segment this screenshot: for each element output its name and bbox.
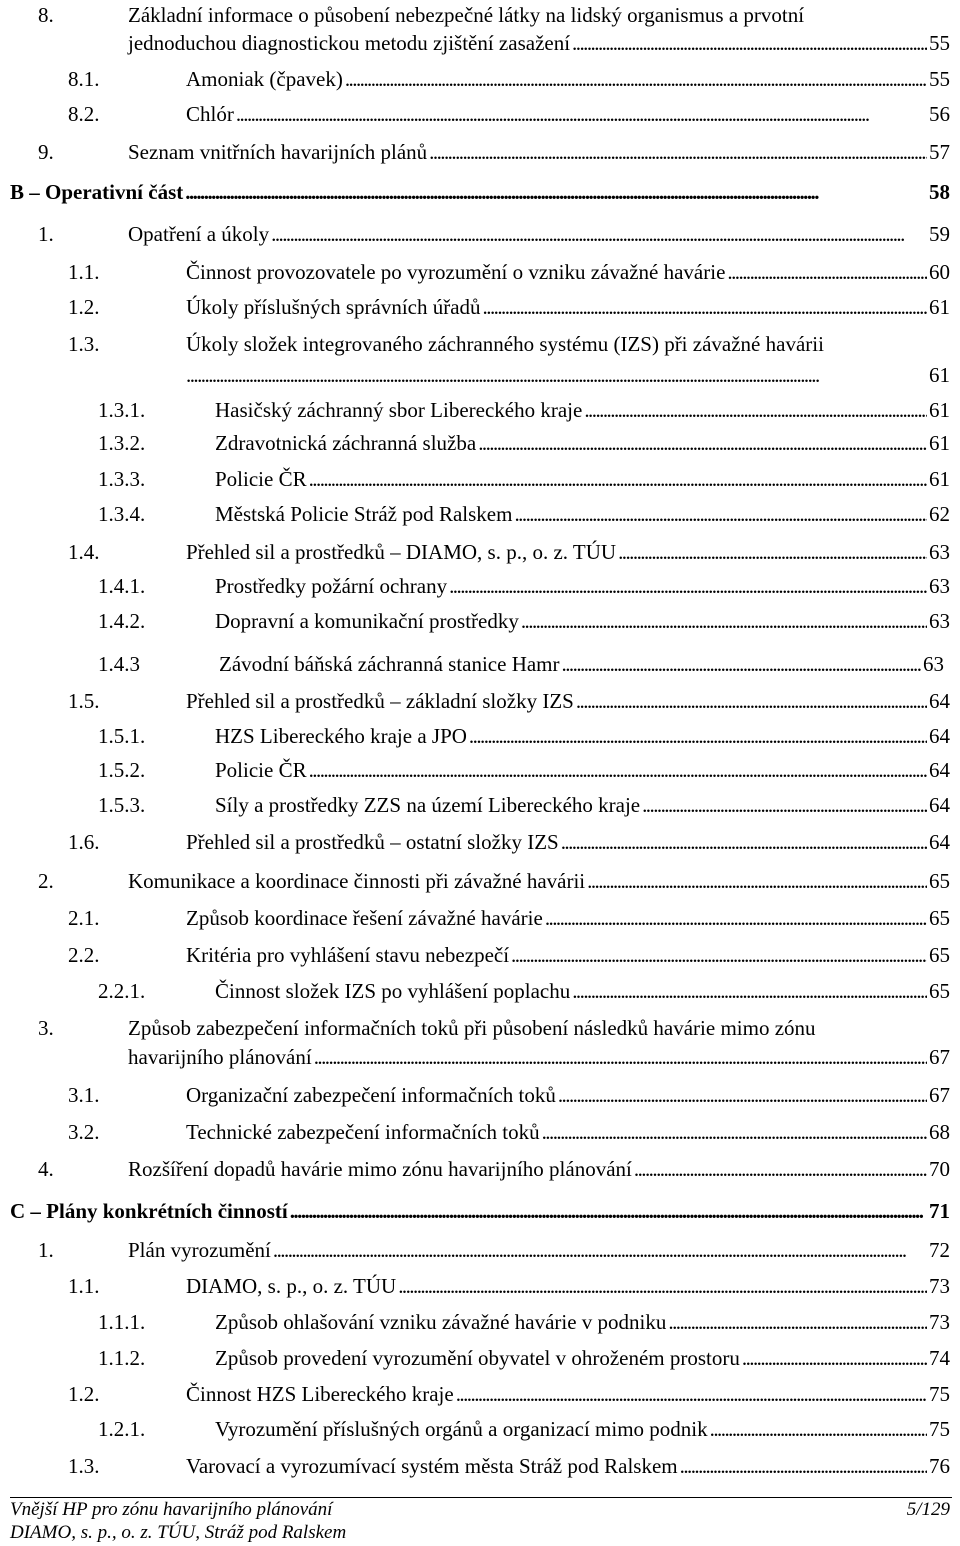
dot-leader: [429, 137, 927, 167]
toc-number: 1.2.1.: [98, 1417, 146, 1441]
toc-number: 1.1.: [68, 1274, 100, 1298]
toc-entry[interactable]: [0, 790, 960, 820]
toc-page: 57: [929, 140, 950, 164]
toc-page: 65: [929, 906, 950, 930]
toc-title: Opatření a úkoly: [128, 222, 270, 246]
toc-entry[interactable]: [0, 649, 960, 679]
toc-title: Úkoly složek integrovaného záchranného systému (IZS) při závažné havárii: [186, 332, 824, 356]
toc-number: 1.1.: [68, 260, 100, 284]
toc-entry[interactable]: [0, 1117, 960, 1147]
toc-title: Způsob zabezpečení informačních toků při působení následků havárie mimo zónu: [128, 1016, 816, 1040]
dot-leader: [558, 1080, 927, 1110]
dot-leader: [545, 903, 927, 933]
dot-leader: [618, 537, 927, 567]
toc-page: 60: [929, 260, 950, 284]
toc-number: 8.: [38, 3, 54, 27]
toc-title: jednoduchou diagnostickou metodu zjištění zasažení: [128, 31, 571, 55]
toc-number: 1.3.4.: [98, 502, 146, 526]
dot-leader: [345, 64, 927, 94]
toc-page: 75: [929, 1417, 950, 1441]
toc-page: 63: [929, 574, 950, 598]
toc-number: 1.3.: [68, 1454, 100, 1478]
toc-number: 1.4.2.: [98, 609, 146, 633]
toc-title: Způsob ohlašování vzniku závažné havárie v podniku: [215, 1310, 667, 1334]
toc-title: Technické zabezpečení informačních toků: [186, 1120, 540, 1144]
toc-page: 64: [929, 793, 950, 817]
toc-number: 1.1.2.: [98, 1346, 146, 1370]
dot-leader: [710, 1414, 927, 1444]
toc-title: havarijního plánování: [128, 1045, 312, 1069]
toc-page: 70: [929, 1157, 950, 1181]
dot-leader: [314, 1042, 927, 1072]
toc-entry[interactable]: [0, 571, 960, 601]
toc-page: 55: [929, 67, 950, 91]
toc-page: 71: [929, 1199, 950, 1223]
toc-title: Síly a prostředky ZZS na území Libereckého kraje: [215, 793, 641, 817]
dot-leader: [290, 1196, 927, 1226]
footer-document-title: Vnější HP pro zónu havarijního plánování: [10, 1499, 333, 1520]
toc-title: Policie ČR: [215, 467, 307, 491]
toc-title: B – Operativní část: [10, 180, 184, 204]
toc-entry[interactable]: [0, 464, 960, 494]
toc-title: Policie ČR: [215, 758, 307, 782]
toc-number: 1.5.1.: [98, 724, 146, 748]
toc-page: 58: [929, 180, 950, 204]
dot-leader: [185, 177, 927, 207]
toc-entry[interactable]: [0, 1080, 960, 1110]
toc-number: 1.1.1.: [98, 1310, 146, 1334]
dot-leader: [456, 1379, 927, 1409]
toc-number: 2.: [38, 869, 54, 893]
toc-title: Amoniak (čpavek): [186, 67, 343, 91]
toc-entry-continued[interactable]: [0, 1042, 960, 1072]
toc-title: HZS Libereckého kraje a JPO: [215, 724, 467, 748]
toc-page: 68: [929, 1120, 950, 1144]
dot-leader: [584, 395, 927, 425]
toc-page: 63: [929, 540, 950, 564]
toc-title: Seznam vnitřních havarijních plánů: [128, 140, 428, 164]
toc-page: 61: [929, 398, 950, 422]
toc-page: 62: [929, 502, 950, 526]
toc-title: Dopravní a komunikační prostředky: [215, 609, 519, 633]
toc-page: 75: [929, 1382, 950, 1406]
toc-number: 3.: [38, 1016, 54, 1040]
toc-title: Zdravotnická záchranná služba: [215, 431, 477, 455]
toc-page: 64: [929, 689, 950, 713]
toc-title: Prostředky požární ochrany: [215, 574, 448, 598]
toc-page: 63: [923, 652, 944, 676]
dot-leader: [742, 1343, 927, 1373]
toc-page: 64: [929, 724, 950, 748]
toc-page: 73: [929, 1274, 950, 1298]
toc-part-heading[interactable]: [0, 177, 960, 207]
toc-page: 65: [929, 943, 950, 967]
toc-page: 64: [929, 758, 950, 782]
toc-title: Úkoly příslušných správních úřadů: [186, 295, 481, 319]
dot-leader: [398, 1271, 927, 1301]
toc-number: 1.3.2.: [98, 431, 146, 455]
toc-page: 61: [929, 363, 950, 387]
toc-page: 67: [929, 1045, 950, 1069]
dot-leader: [727, 257, 927, 287]
dot-leader: [309, 755, 927, 785]
dot-leader: [449, 571, 927, 601]
toc-entry[interactable]: [0, 137, 960, 167]
footer-organization: DIAMO, s. p., o. z. TÚU, Stráž pod Ralskem: [10, 1522, 347, 1543]
toc-number: 1.3.: [68, 332, 100, 356]
toc-number: 1.4.3: [98, 652, 140, 676]
toc-page: 63: [929, 609, 950, 633]
dot-leader: [514, 499, 927, 529]
dot-leader: [561, 827, 927, 857]
toc-entry[interactable]: [0, 903, 960, 933]
toc-title: Způsob koordinace řešení závažné havárie: [186, 906, 543, 930]
toc-entry[interactable]: [0, 292, 960, 322]
toc-entry[interactable]: [0, 329, 960, 359]
toc-entry[interactable]: [0, 1379, 960, 1409]
toc-entry[interactable]: [0, 1154, 960, 1184]
toc-number: 3.2.: [68, 1120, 100, 1144]
toc-title: Chlór: [186, 102, 234, 126]
toc-number: 1.6.: [68, 830, 100, 854]
dot-leader: [236, 99, 927, 129]
toc-entry[interactable]: [0, 1235, 960, 1265]
dot-leader: [271, 219, 927, 249]
toc-part-heading[interactable]: [0, 1196, 960, 1226]
toc-number: 4.: [38, 1157, 54, 1181]
toc-page: 65: [929, 979, 950, 1003]
toc-entry[interactable]: [0, 428, 960, 458]
toc-title: Plán vyrozumění: [128, 1238, 271, 1262]
toc-page: 55: [929, 31, 950, 55]
toc-number: 1.2.: [68, 1382, 100, 1406]
dot-leader: [542, 1117, 927, 1147]
dot-leader: [576, 686, 927, 716]
toc-number: 2.2.1.: [98, 979, 146, 1003]
toc-title: Činnost složek IZS po vyhlášení poplachu: [215, 979, 571, 1003]
toc-number: 1.5.: [68, 689, 100, 713]
toc-entry[interactable]: [0, 606, 960, 636]
toc-entry[interactable]: [0, 1343, 960, 1373]
toc-page: 65: [929, 869, 950, 893]
toc-title: Činnost provozovatele po vyrozumění o vzniku závažné havárie: [186, 260, 726, 284]
dot-leader: [309, 464, 927, 494]
toc-entry[interactable]: [0, 827, 960, 857]
toc-number: 3.1.: [68, 1083, 100, 1107]
toc-page: 72: [929, 1238, 950, 1262]
toc-page: 61: [929, 295, 950, 319]
dot-leader: [562, 649, 921, 679]
toc-title: Rozšíření dopadů havárie mimo zónu havarijního plánování: [128, 1157, 632, 1181]
dot-leader: [511, 940, 927, 970]
toc-page: 64: [929, 830, 950, 854]
dot-leader: [572, 28, 927, 58]
toc-number: 1.5.2.: [98, 758, 146, 782]
toc-title: Přehled sil a prostředků – ostatní složky IZS: [186, 830, 559, 854]
dot-leader: [273, 1235, 927, 1265]
toc-entry[interactable]: [0, 940, 960, 970]
toc-number: 8.1.: [68, 67, 100, 91]
footer-divider: [10, 1497, 952, 1498]
toc-entry[interactable]: [0, 1414, 960, 1444]
toc-title: Organizační zabezpečení informačních toků: [186, 1083, 556, 1107]
toc-title: Hasičský záchranný sbor Libereckého kraje: [215, 398, 583, 422]
dot-leader: [186, 360, 927, 390]
toc-title: C – Plány konkrétních činností: [10, 1199, 288, 1223]
toc-entry[interactable]: [0, 866, 960, 896]
toc-title: Městská Policie Stráž pod Ralskem: [215, 502, 513, 526]
toc-number: 8.2.: [68, 102, 100, 126]
dot-leader: [521, 606, 927, 636]
toc-title: DIAMO, s. p., o. z. TÚU: [186, 1274, 397, 1298]
toc-number: 1.5.3.: [98, 793, 146, 817]
toc-title: Přehled sil a prostředků – DIAMO, s. p., o. z. TÚU: [186, 540, 617, 564]
toc-entry[interactable]: [0, 1013, 960, 1043]
dot-leader: [587, 866, 927, 896]
toc-entry[interactable]: [0, 219, 960, 249]
dot-leader: [478, 428, 927, 458]
toc-entry[interactable]: [0, 395, 960, 425]
dot-leader: [668, 1307, 927, 1337]
toc-title: Základní informace o působení nebezpečné látky na lidský organismus a prvotní: [128, 3, 805, 27]
toc-entry[interactable]: [0, 721, 960, 751]
toc-page: 61: [929, 467, 950, 491]
toc-page: 67: [929, 1083, 950, 1107]
toc-title: Závodní báňská záchranná stanice Hamr: [219, 652, 560, 676]
toc-page: 56: [929, 102, 950, 126]
toc-title: Přehled sil a prostředků – základní složky IZS: [186, 689, 574, 713]
toc-entry[interactable]: [0, 1451, 960, 1481]
toc-entry[interactable]: [0, 537, 960, 567]
toc-number: 2.1.: [68, 906, 100, 930]
toc-title: Vyrozumění příslušných orgánů a organizací mimo podnik: [215, 1417, 708, 1441]
toc-title: Kritéria pro vyhlášení stavu nebezpečí: [186, 943, 510, 967]
toc-entry[interactable]: [0, 1307, 960, 1337]
toc-title: Varovací a vyrozumívací systém města Stráž pod Ralskem: [186, 1454, 678, 1478]
toc-title: Komunikace a koordinace činnosti při závažné havárii: [128, 869, 586, 893]
dot-leader: [642, 790, 927, 820]
toc-title: Způsob provedení vyrozumění obyvatel v ohroženém prostoru: [215, 1346, 740, 1370]
dot-leader: [572, 976, 927, 1006]
toc-number: 1.2.: [68, 295, 100, 319]
toc-page: 59: [929, 222, 950, 246]
dot-leader: [483, 292, 927, 322]
toc-entry[interactable]: [0, 976, 960, 1006]
toc-number: 9.: [38, 140, 54, 164]
toc-entry[interactable]: [0, 755, 960, 785]
toc-title: Činnost HZS Libereckého kraje: [186, 1382, 454, 1406]
dot-leader: [680, 1451, 927, 1481]
toc-entry-continued[interactable]: [0, 28, 960, 58]
dot-leader: [469, 721, 927, 751]
toc-entry[interactable]: [0, 64, 960, 94]
toc-entry[interactable]: [0, 686, 960, 716]
toc-number: 1.4.: [68, 540, 100, 564]
toc-entry[interactable]: [0, 257, 960, 287]
toc-entry[interactable]: [0, 99, 960, 129]
toc-page: 73: [929, 1310, 950, 1334]
toc-entry[interactable]: [0, 499, 960, 529]
toc-entry[interactable]: [0, 1271, 960, 1301]
toc-page: 76: [929, 1454, 950, 1478]
toc-entry-continued[interactable]: [0, 360, 960, 390]
toc-number: 1.4.1.: [98, 574, 146, 598]
toc-number: 1.: [38, 222, 54, 246]
toc-number: 1.3.1.: [98, 398, 146, 422]
footer-page-number: 5/129: [906, 1499, 950, 1520]
toc-number: 1.: [38, 1238, 54, 1262]
dot-leader: [634, 1154, 927, 1184]
toc-number: 2.2.: [68, 943, 100, 967]
toc-page: 61: [929, 431, 950, 455]
toc-page: 74: [929, 1346, 950, 1370]
toc-entry[interactable]: [0, 0, 960, 30]
toc-number: 1.3.3.: [98, 467, 146, 491]
